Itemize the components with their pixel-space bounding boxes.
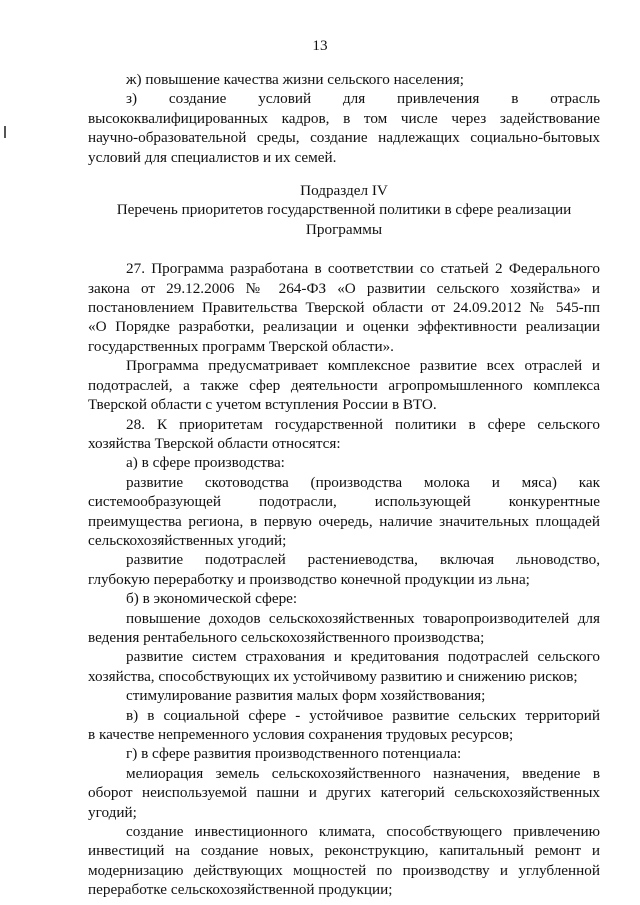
- text-line: развитие скотоводства (производства молока и мяса) как: [126, 473, 600, 491]
- text-line: хозяйства Тверской области относятся:: [88, 434, 341, 452]
- paragraph-28: [88, 415, 600, 900]
- text-line: Тверской области с учетом вступления России в ВТО.: [88, 396, 437, 414]
- text-line: стимулирование развития малых форм хозяйствования;: [126, 687, 486, 705]
- text-line: модернизацию действующих мощностей по производству и углубленной: [88, 861, 600, 879]
- text-line: научно-образовательной среды, создание надлежащих социально-бытовых: [88, 129, 600, 147]
- text-line: сельскохозяйственных угодий;: [88, 531, 287, 549]
- scan-edge-mark: [4, 126, 6, 138]
- text-line: з) создание условий для привлечения в отрасль: [126, 90, 600, 108]
- text-line: Программа предусматривает комплексное развитие всех отраслей и: [126, 357, 600, 375]
- text-line: в качестве непременного условия сохранения трудовых ресурсов;: [88, 726, 514, 743]
- text-line: ж) повышение качества жизни сельского населения;: [126, 71, 464, 88]
- text-line: оборот неиспользуемой пашни и других категорий сельскохозяйственных: [88, 784, 600, 802]
- text-line: развитие подотраслей растениеводства, включая льноводство,: [126, 551, 600, 569]
- text-line: государственных программ Тверской области».: [88, 337, 394, 355]
- list-item: г) в сфере развития производственного потенциала:: [126, 745, 462, 763]
- section-title-line: Перечень приоритетов государственной политики в сфере реализации: [116, 201, 572, 219]
- subsection-label: Подраздел IV: [300, 182, 388, 200]
- text-line: 27. Программа разработана в соответствии со статьей 2 Федерального: [126, 260, 600, 278]
- text-line: подотраслей, а также сфер деятельности агропромышленного комплекса: [88, 376, 600, 394]
- text-line: системообразующей подотрасли, использующей конкурентные: [88, 493, 600, 511]
- section-heading: [88, 181, 600, 239]
- text-line: глубокую переработку и производство конечной продукции из льна;: [88, 570, 530, 588]
- text-line: высококвалифицированных кадров, в том числе через задействование: [88, 109, 600, 127]
- text-line: постановлением Правительства Тверской области от 24.09.2012 № 545-пп: [88, 299, 600, 317]
- document-body: [88, 70, 600, 900]
- text-line: мелиорация земель сельскохозяйственного назначения, введение в: [126, 764, 600, 782]
- paragraph-27: [88, 259, 600, 414]
- list-item: в) в социальной сфере - устойчивое развитие сельских территорий: [126, 706, 600, 724]
- text-line: инвестиций на создание новых, реконструкцию, капитальный ремонт и: [88, 842, 600, 860]
- paragraph-list-end: [88, 70, 600, 167]
- text-line: переработке сельскохозяйственной продукции;: [88, 881, 393, 899]
- text-line: преимущества региона, в первую очередь, наличие значительных площадей: [88, 512, 600, 530]
- text-line: «О Порядке разработки, реализации и оценки эффективности реализации: [88, 318, 600, 336]
- text-line: развитие систем страхования и кредитования подотраслей сельского: [126, 648, 600, 666]
- list-item: б) в экономической сфере:: [126, 590, 298, 608]
- text-line: закона от 29.12.2006 № 264-ФЗ «О развитии сельского хозяйства» и: [88, 279, 600, 297]
- text-line: ведения рентабельного сельскохозяйственного производства;: [88, 628, 485, 646]
- text-line: угодий;: [88, 803, 137, 821]
- page-number: 13: [312, 37, 328, 54]
- text-line: повышение доходов сельскохозяйственных товаропроизводителей для: [126, 609, 600, 627]
- text-line: хозяйства, способствующих их устойчивому развитию и снижению рисков;: [88, 667, 578, 685]
- text-line: создание инвестиционного климата, способствующего привлечению: [126, 823, 600, 841]
- text-line: условий для специалистов и их семей.: [88, 148, 337, 166]
- list-item: а) в сфере производства:: [126, 454, 285, 472]
- text-line: 28. К приоритетам государственной политики в сфере сельского: [126, 415, 600, 433]
- section-title-line: Программы: [305, 220, 383, 238]
